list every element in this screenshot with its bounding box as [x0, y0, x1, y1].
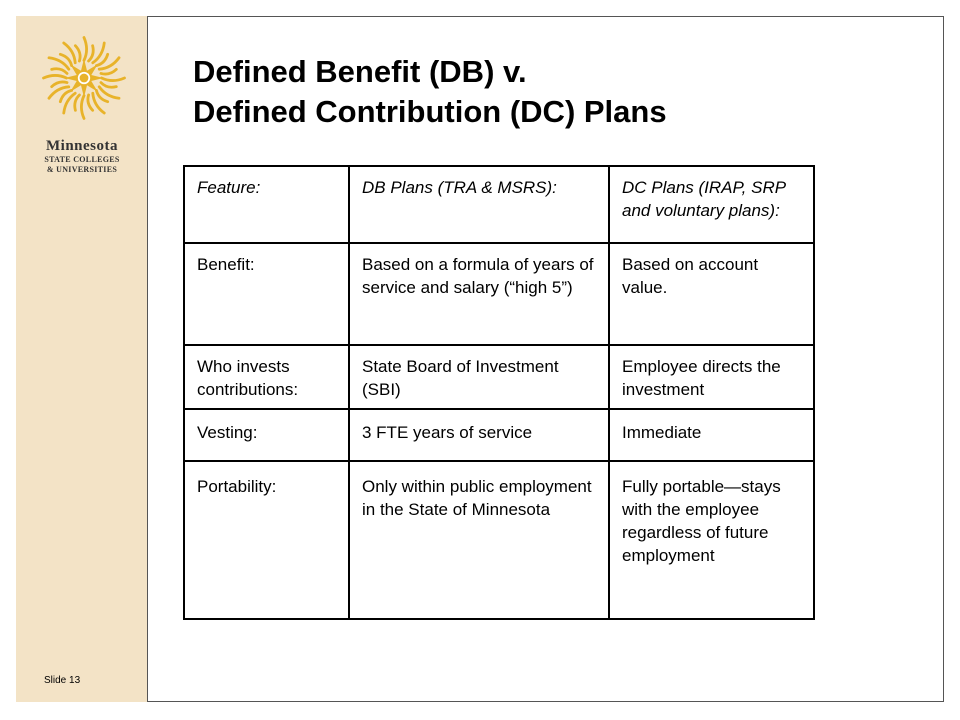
table-cell: Portability: [184, 461, 349, 619]
table-row [184, 409, 814, 461]
table-row [184, 345, 814, 409]
table-header-row [184, 166, 814, 243]
table-cell: Immediate [609, 409, 814, 461]
sidebar [16, 16, 148, 702]
table-cell: Based on a formula of years of service and salary (“high 5”) [349, 243, 609, 345]
star-burst-icon [40, 34, 128, 122]
table-cell: 3 FTE years of service [349, 409, 609, 461]
table-cell: State Board of Investment (SBI) [349, 345, 609, 409]
table-cell: Vesting: [184, 409, 349, 461]
slide-number: Slide 13 [44, 675, 81, 686]
header-cell: DC Plans (IRAP, SRP and voluntary plans): [609, 166, 814, 243]
header-cell: Feature: [184, 166, 349, 243]
table-cell: Fully portable—stays with the employee regardless of future employment [609, 461, 814, 619]
table-cell: Benefit: [184, 243, 349, 345]
table-row [184, 461, 814, 619]
brand-line-2: & UNIVERSITIES [46, 165, 118, 174]
table-cell: Only within public employment in the State of Minnesota [349, 461, 609, 619]
table-cell: Based on account value. [609, 243, 814, 345]
brand-wordmark [16, 138, 148, 175]
title-line-1: Defined Benefit (DB) v. [193, 54, 527, 89]
table-cell: Employee directs the investment [609, 345, 814, 409]
table-cell: Who invests contributions: [184, 345, 349, 409]
title-line-2: Defined Contribution (DC) Plans [193, 94, 667, 129]
header-cell: DB Plans (TRA & MSRS): [349, 166, 609, 243]
brand-name: Minnesota [46, 138, 118, 154]
slide-title [193, 52, 913, 132]
table-row [184, 243, 814, 345]
comparison-table [183, 165, 815, 620]
brand-line-1: STATE COLLEGES [44, 155, 120, 164]
